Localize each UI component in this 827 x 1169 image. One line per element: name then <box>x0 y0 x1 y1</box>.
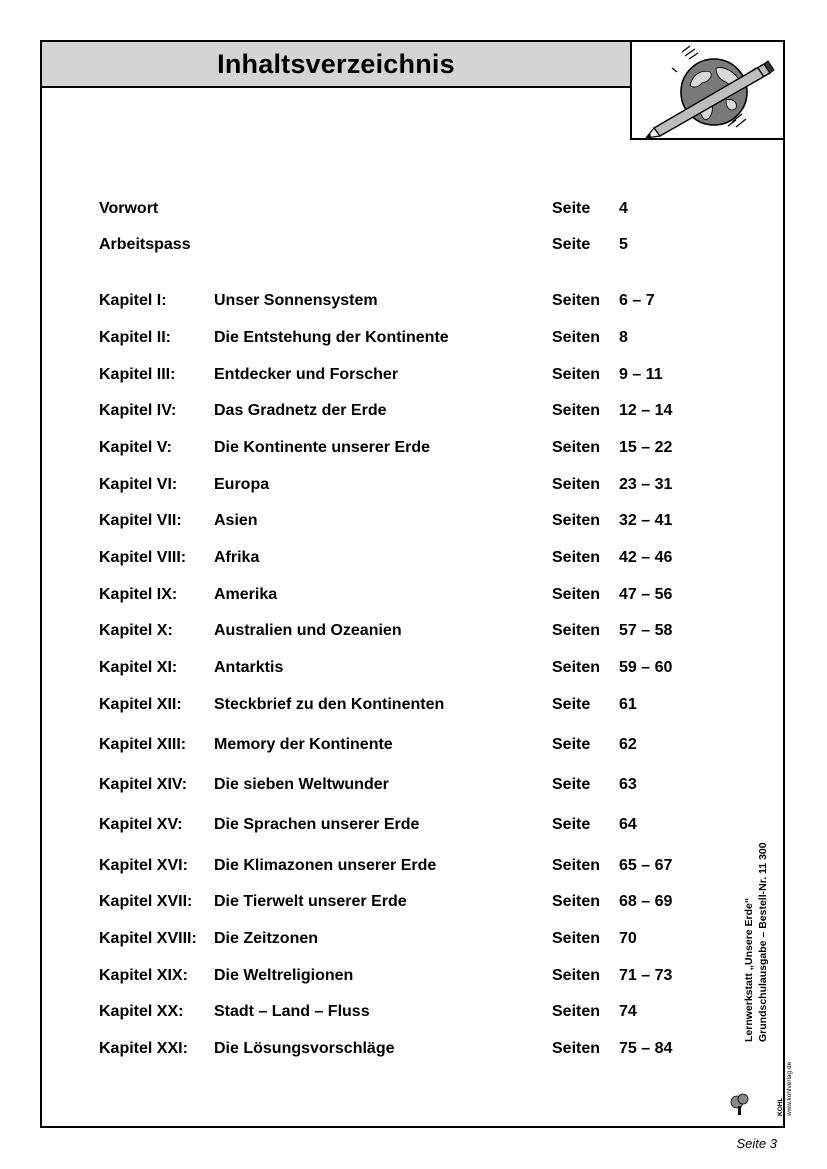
toc-entry <box>0 289 827 313</box>
publisher-url: www.kohlverlag.de <box>786 1061 793 1116</box>
toc-entry-title: Stadt – Land – Fluss <box>214 1003 370 1020</box>
toc-entry-seite-label: Seiten <box>552 967 601 984</box>
toc-entry-seite-label: Seiten <box>552 366 601 383</box>
toc-entry <box>0 656 827 680</box>
toc-entry-pages: 42 – 46 <box>619 549 673 566</box>
toc-entry <box>0 927 827 951</box>
toc-entry-seite-label: Seiten <box>552 659 601 676</box>
toc-entry <box>0 363 827 387</box>
toc-entry-seite-label: Seite <box>552 736 591 753</box>
toc-entry-seite-label: Seiten <box>552 930 601 947</box>
toc-entry-title: Die Entstehung der Kontinente <box>214 329 449 346</box>
toc-entry-pages: 23 – 31 <box>619 476 673 493</box>
toc-entry-label: Kapitel XI: <box>99 659 178 676</box>
toc-entry-pages: 71 – 73 <box>619 967 673 984</box>
toc-entry <box>0 733 827 757</box>
toc-entry-label: Kapitel X: <box>99 622 173 639</box>
toc-entry-title: Die Klimazonen unserer Erde <box>214 857 437 874</box>
toc-entry-pages: 4 <box>619 200 628 217</box>
toc-entry <box>0 197 827 221</box>
toc-entry-seite-label: Seiten <box>552 857 601 874</box>
toc-entry-pages: 9 – 11 <box>619 366 663 383</box>
toc-entry <box>0 693 827 717</box>
toc-entry-pages: 8 <box>619 329 628 346</box>
toc-entry-pages: 12 – 14 <box>619 402 673 419</box>
toc-entry-title: Die Weltreligionen <box>214 967 354 984</box>
toc-entry-pages: 70 <box>619 930 637 947</box>
toc-entry-pages: 63 <box>619 776 637 793</box>
toc-entry-label: Kapitel XVII: <box>99 893 193 910</box>
side-note-line1: Lernwerkstatt „Unsere Erde“ <box>743 897 755 1042</box>
toc-entry-title: Unser Sonnensystem <box>214 292 378 309</box>
toc-entry-seite-label: Seite <box>552 776 591 793</box>
toc-entry-label: Kapitel IX: <box>99 586 178 603</box>
toc-entry-seite-label: Seite <box>552 696 591 713</box>
toc-entry-pages: 6 – 7 <box>619 292 655 309</box>
toc-entry-pages: 68 – 69 <box>619 893 673 910</box>
toc-entry-seite-label: Seite <box>552 816 591 833</box>
toc-entry-pages: 75 – 84 <box>619 1040 673 1057</box>
side-note-line2: Grundschulausgabe – Bestell-Nr. 11 300 <box>757 842 769 1042</box>
toc-entry-label: Vorwort <box>99 200 159 217</box>
toc-entry <box>0 619 827 643</box>
toc-entry-pages: 15 – 22 <box>619 439 673 456</box>
toc-entry-seite-label: Seiten <box>552 893 601 910</box>
publisher-logo <box>729 1090 751 1121</box>
toc-entry-seite-label: Seite <box>552 236 591 253</box>
toc-entry-label: Kapitel IV: <box>99 402 177 419</box>
toc-entry-title: Australien und Ozeanien <box>214 622 402 639</box>
toc-entry-label: Kapitel III: <box>99 366 176 383</box>
toc-entry-label: Kapitel II: <box>99 329 172 346</box>
toc-entry-pages: 57 – 58 <box>619 622 673 639</box>
toc-entry-title: Asien <box>214 512 258 529</box>
toc-entry-seite-label: Seiten <box>552 622 601 639</box>
page-title: Inhaltsverzeichnis <box>217 48 455 79</box>
toc-entry-label: Arbeitspass <box>99 236 191 253</box>
toc-entry <box>0 890 827 914</box>
toc-entry <box>0 509 827 533</box>
toc-entry-title: Die sieben Weltwunder <box>214 776 389 793</box>
toc-entry-title: Amerika <box>214 586 278 603</box>
toc-entry-label: Kapitel XIII: <box>99 736 187 753</box>
publisher-name: KOHL <box>777 1097 784 1116</box>
toc-entry <box>0 964 827 988</box>
toc-entry-title: Entdecker und Forscher <box>214 366 399 383</box>
toc-entry <box>0 473 827 497</box>
toc-entry <box>0 854 827 878</box>
toc-entry-pages: 64 <box>619 816 637 833</box>
toc-entry <box>0 1037 827 1061</box>
toc-entry <box>0 773 827 797</box>
toc-entry <box>0 326 827 350</box>
toc-entry <box>0 436 827 460</box>
toc-entry-seite-label: Seiten <box>552 1040 601 1057</box>
toc-entry-seite-label: Seiten <box>552 476 601 493</box>
toc-entry-title: Steckbrief zu den Kontinenten <box>214 696 445 713</box>
toc-entry-pages: 32 – 41 <box>619 512 673 529</box>
toc-entry-label: Kapitel XVI: <box>99 857 188 874</box>
toc-entry <box>0 233 827 257</box>
toc-entry-title: Die Lösungsvorschläge <box>214 1040 395 1057</box>
toc-entry-label: Kapitel VII: <box>99 512 182 529</box>
toc-entry-seite-label: Seiten <box>552 402 601 419</box>
toc-entry-title: Die Sprachen unserer Erde <box>214 816 420 833</box>
toc-entry-title: Antarktis <box>214 659 284 676</box>
toc-entry-title: Europa <box>214 476 270 493</box>
toc-entry-title: Das Gradnetz der Erde <box>214 402 387 419</box>
toc-entry-seite-label: Seiten <box>552 1003 601 1020</box>
toc-entry-pages: 62 <box>619 736 637 753</box>
toc-entry-title: Die Zeitzonen <box>214 930 319 947</box>
toc-entry-seite-label: Seiten <box>552 292 601 309</box>
toc-entry-label: Kapitel VI: <box>99 476 178 493</box>
toc-entry-label: Kapitel XIV: <box>99 776 188 793</box>
toc-entry-pages: 74 <box>619 1003 637 1020</box>
toc-entry-label: Kapitel XIX: <box>99 967 188 984</box>
toc-entry-pages: 47 – 56 <box>619 586 673 603</box>
toc-entry-label: Kapitel I: <box>99 292 167 309</box>
toc-entry-pages: 61 <box>619 696 637 713</box>
toc-entry-title: Die Tierwelt unserer Erde <box>214 893 407 910</box>
toc-entry-seite-label: Seiten <box>552 329 601 346</box>
page-number: Seite 3 <box>736 1136 777 1151</box>
toc-entry-seite-label: Seiten <box>552 439 601 456</box>
toc-entry-pages: 65 – 67 <box>619 857 673 874</box>
toc-entry-title: Memory der Kontinente <box>214 736 393 753</box>
toc-entry-pages: 59 – 60 <box>619 659 673 676</box>
toc-entry <box>0 583 827 607</box>
toc-entry-seite-label: Seite <box>552 200 591 217</box>
toc-entry-seite-label: Seiten <box>552 512 601 529</box>
toc-entry-title: Die Kontinente unserer Erde <box>214 439 431 456</box>
toc-entry <box>0 813 827 837</box>
toc-entry-title: Afrika <box>214 549 260 566</box>
toc-entry-label: Kapitel XVIII: <box>99 930 197 947</box>
toc-entry-label: Kapitel V: <box>99 439 172 456</box>
toc-entry-label: Kapitel XXI: <box>99 1040 188 1057</box>
toc-entry-seite-label: Seiten <box>552 586 601 603</box>
toc-entry-label: Kapitel XX: <box>99 1003 184 1020</box>
toc-entry-label: Kapitel XV: <box>99 816 183 833</box>
toc-entry-label: Kapitel XII: <box>99 696 182 713</box>
toc-entry-seite-label: Seiten <box>552 549 601 566</box>
toc-entry <box>0 399 827 423</box>
toc-entry <box>0 1000 827 1024</box>
toc-entry-label: Kapitel VIII: <box>99 549 187 566</box>
toc-entry-pages: 5 <box>619 236 628 253</box>
side-note <box>742 842 770 1042</box>
publisher-info <box>776 1062 794 1116</box>
toc-entry <box>0 546 827 570</box>
